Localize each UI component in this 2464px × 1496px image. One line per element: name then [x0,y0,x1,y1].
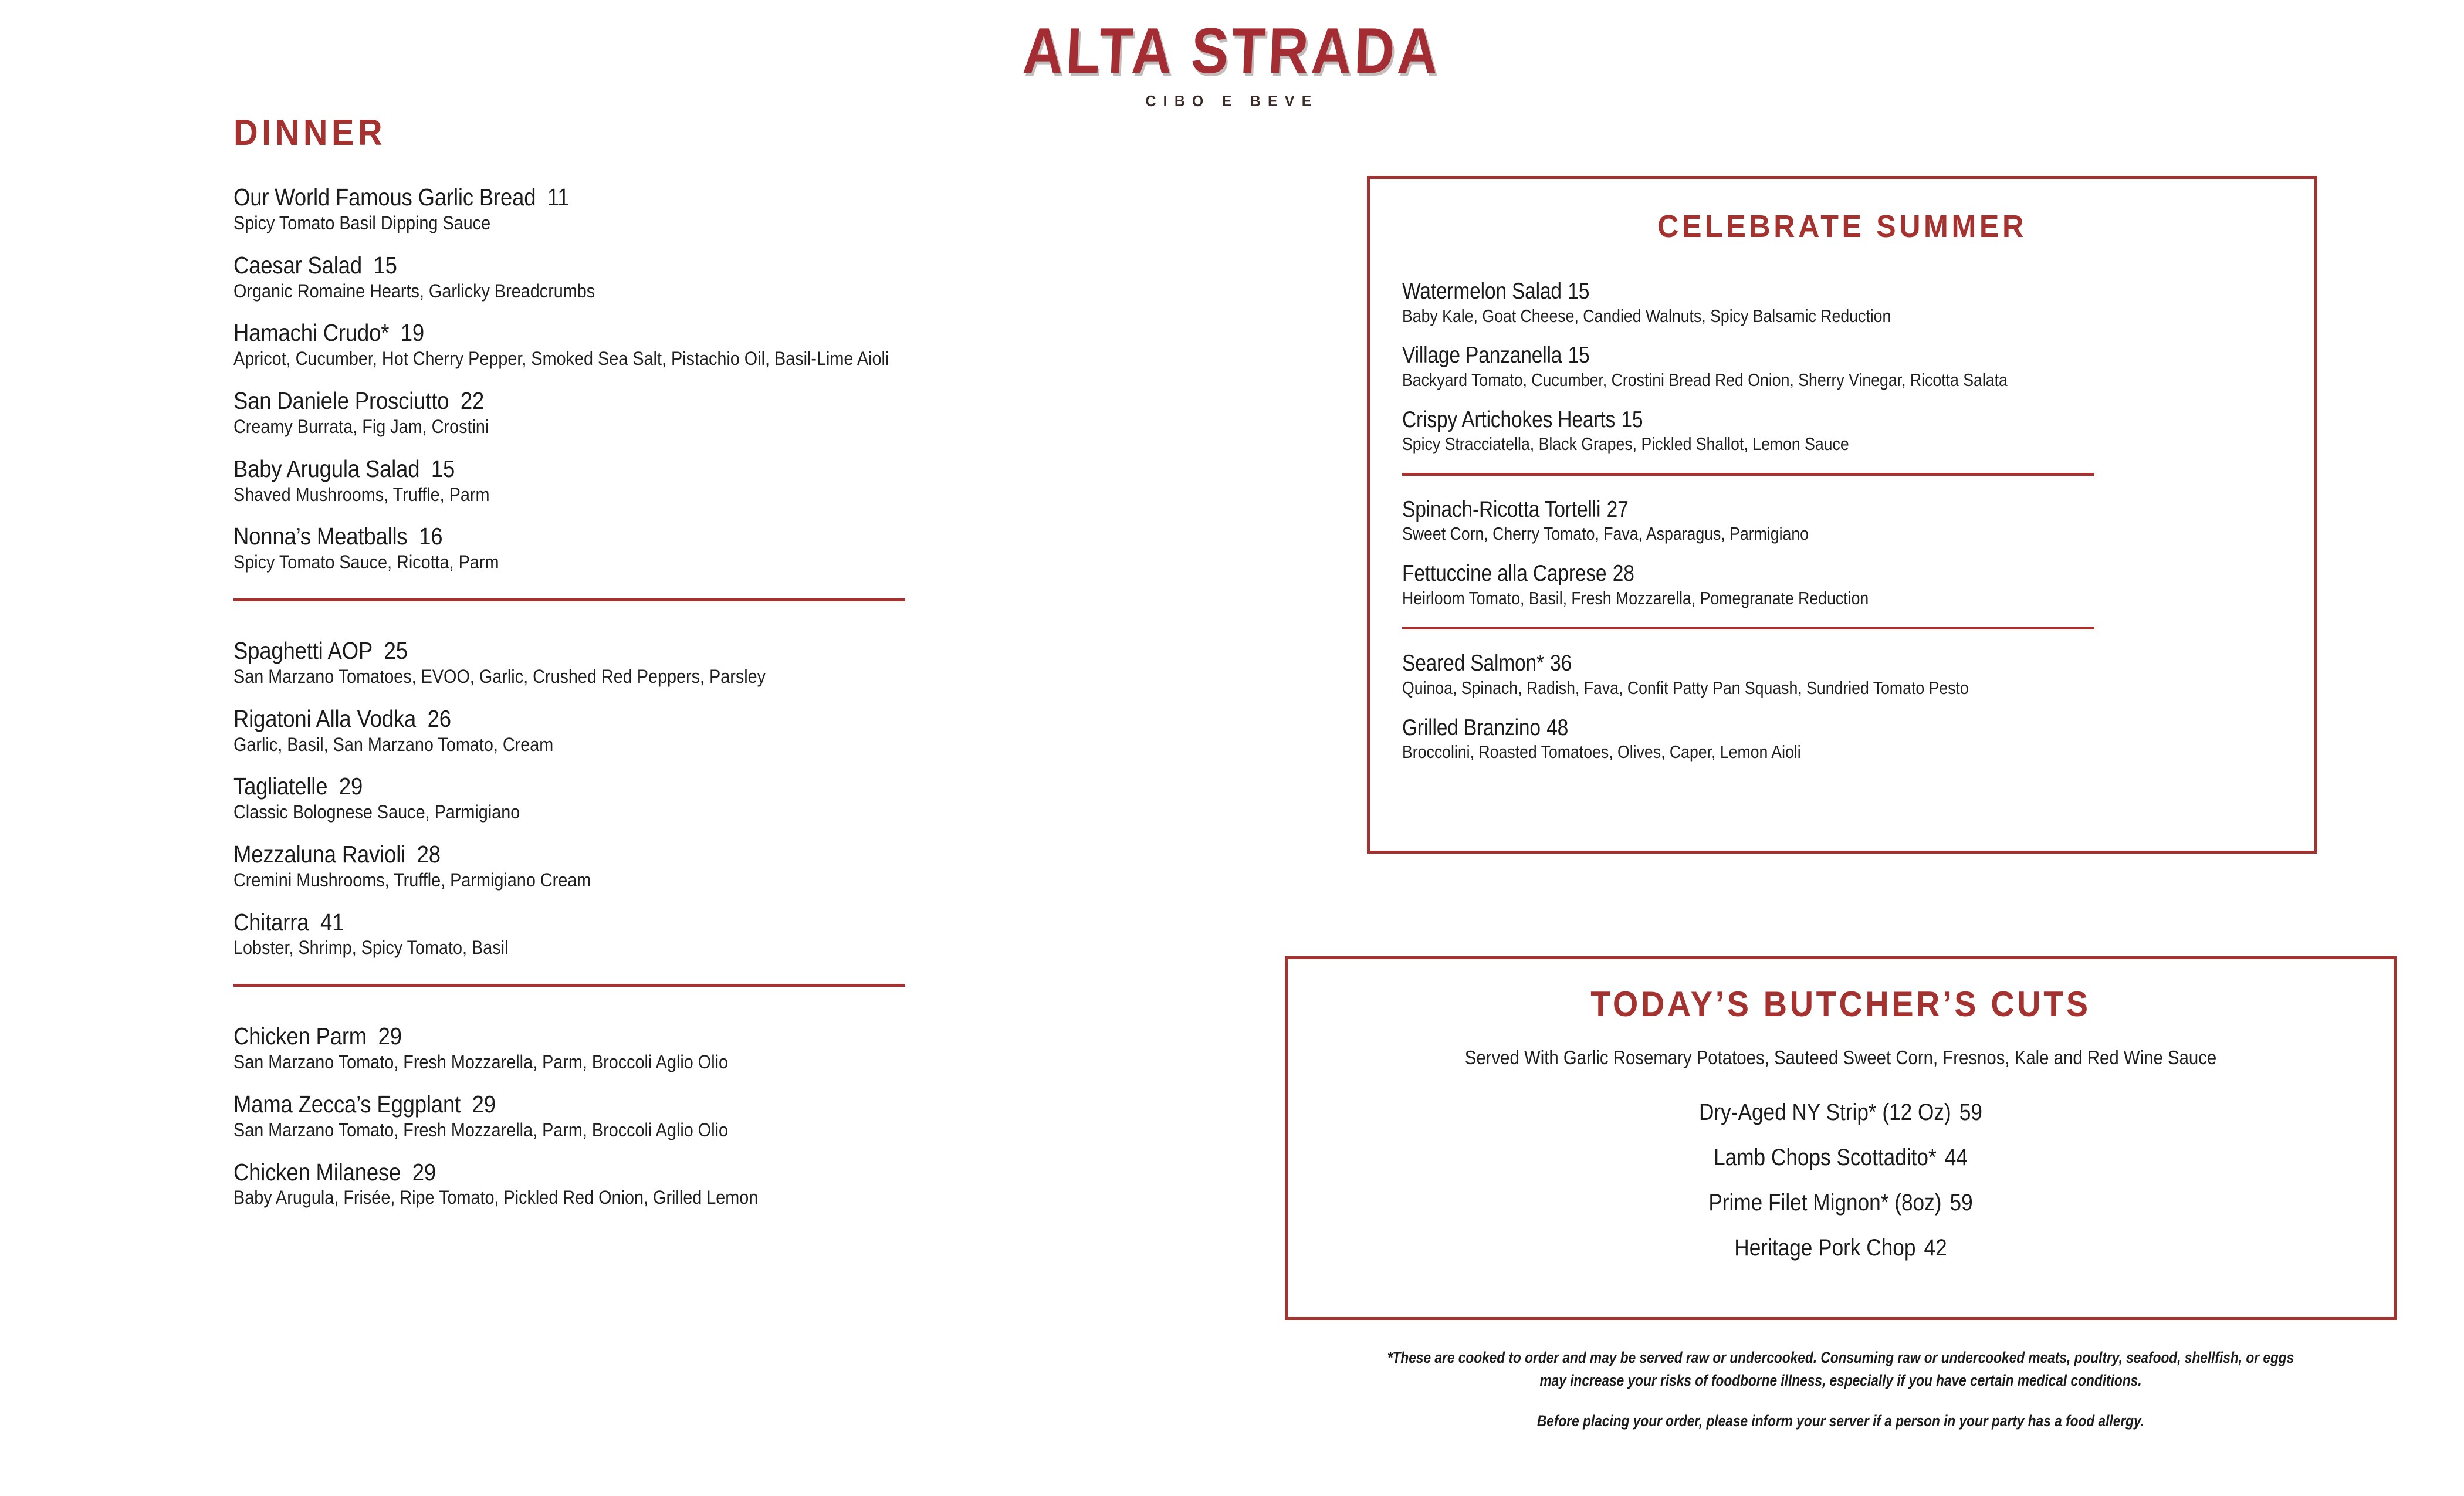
menu-item-description: San Marzano Tomato, Fresh Mozzarella, Parm, Broccoli Aglio Olio [233,1051,729,1073]
menu-item-title [233,252,839,279]
celebrate-summer-panel [1367,176,2317,854]
menu-item-name: Seared Salmon* [1402,651,1544,676]
menu-item-description: Broccolini, Roasted Tomatoes, Olives, Caper, Lemon Aioli [1402,742,1801,763]
menu-item-title [233,1023,839,1050]
menu-item-title [1402,343,2182,368]
menu-item [1402,343,2309,391]
celebrate-summer-heading: CELEBRATE SUMMER [1657,209,2027,244]
menu-item-title [233,841,839,868]
menu-item-description: Baby Kale, Goat Cheese, Candied Walnuts, Spicy Balsamic Reduction [1402,305,1891,326]
menu-item-name: Our World Famous Garlic Bread [233,184,536,211]
celebrate-summer-item-groups [1370,279,2314,763]
allergy-notice: Before placing your order, please inform your server if a person in your party has a food allergy. [1536,1412,2145,1430]
butcher-cut-name: Heritage Pork Chop [1734,1235,1916,1261]
menu-item-title [1402,651,2182,676]
menu-item-price: 28 [1612,561,1634,586]
menu-item [1402,497,2309,545]
menu-item-description: Baby Arugula, Frisée, Ripe Tomato, Pickled Red Onion, Grilled Lemon [233,1187,759,1209]
menu-item-price: 27 [1606,496,1629,522]
menu-item-price: 15 [1621,407,1643,432]
menu-item-title [1402,279,2182,304]
butcher-cut-price: 59 [1949,1190,1973,1216]
menu-item-price: 11 [547,184,570,211]
butcher-cut-price: 44 [1944,1145,1968,1170]
butcher-cut-price: 59 [1959,1099,1982,1125]
menu-item-description: Heirloom Tomato, Basil, Fresh Mozzarella, Pomegranate Reduction [1402,587,1869,608]
menu-item-description: Shaved Mushrooms, Truffle, Parm [233,483,490,505]
menu-item-title [233,388,839,415]
menu-item-name: Rigatoni Alla Vodka [233,705,417,732]
butcher-cut-price: 42 [1924,1235,1947,1261]
menu-item-title [1402,407,2182,433]
menu-item [1402,407,2309,455]
menu-item-name: Baby Arugula Salad [233,455,420,482]
menu-item-title [233,1159,839,1186]
butcher-cut-row [1354,1145,2327,1170]
raw-food-disclaimer: *These are cooked to order and may be served raw or undercooked. Consuming raw or undercooked meats, poultry, seafood, shellfish, or eggs may increase your risks of foodborne illness, especially if you have certain medical conditions. [1387,1349,2294,1390]
menu-item-name: Spinach-Ricotta Tortelli [1402,496,1601,522]
menu-item-description: San Marzano Tomatoes, EVOO, Garlic, Crushed Red Peppers, Parsley [233,665,766,687]
menu-item [233,841,914,892]
menu-item-title [1402,497,2182,523]
menu-item-description: Spicy Tomato Sauce, Ricotta, Parm [233,551,499,573]
menu-item [233,909,914,960]
menu-item [233,773,914,824]
menu-item-name: Mama Zecca’s Eggplant [233,1090,461,1118]
menu-item [1402,651,2309,699]
menu-item-title [1402,561,2182,587]
menu-item-description: Backyard Tomato, Cucumber, Crostini Bread Red Onion, Sherry Vinegar, Ricotta Salata [1402,369,2008,390]
menu-item-title [233,638,839,665]
section-divider [1402,473,2094,476]
menu-item-price: 29 [378,1023,402,1050]
section-divider [1402,627,2094,629]
menu-item-name: Chicken Milanese [233,1158,401,1186]
menu-item-price: 19 [400,319,425,347]
menu-item-title [233,1091,839,1118]
menu-item-name: Chicken Parm [233,1023,367,1050]
menu-item [233,1023,914,1074]
menu-item-description: Cremini Mushrooms, Truffle, Parmigiano Cream [233,869,591,891]
menu-item-name: Caesar Salad [233,251,362,279]
menu-item-price: 48 [1546,715,1569,740]
menu-item-description: Creamy Burrata, Fig Jam, Crostini [233,415,489,437]
restaurant-logo [0,16,2464,110]
butchers-cuts-panel [1285,956,2397,1320]
menu-item-name: San Daniele Prosciutto [233,387,449,414]
menu-item-title [233,773,839,800]
menu-item [233,456,914,506]
menu-item-description: Garlic, Basil, San Marzano Tomato, Cream [233,733,554,755]
menu-item [233,252,914,303]
menu-item-price: 15 [1568,343,1590,368]
menu-item [1402,279,2309,327]
menu-item [233,388,914,438]
menu-item [233,638,914,688]
menu-item-name: Fettuccine alla Caprese [1402,561,1607,586]
menu-item-name: Watermelon Salad [1402,279,1562,304]
menu-item-title [233,456,839,483]
menu-item-name: Hamachi Crudo* [233,319,390,347]
menu-item-title [233,706,839,733]
menu-item [1402,715,2309,763]
menu-item-name: Spaghetti AOP [233,637,373,664]
menu-item-price: 16 [419,523,443,550]
menu-item [233,523,914,574]
menu-item-price: 22 [460,387,485,414]
menu-item-title [233,184,839,211]
menu-item-name: Chitarra [233,908,309,936]
dinner-item-groups [233,184,914,1209]
menu-item-name: Crispy Artichokes Hearts [1402,407,1616,432]
menu-item [233,706,914,756]
menu-item-price: 36 [1550,651,1572,676]
menu-item-description: Classic Bolognese Sauce, Parmigiano [233,801,520,823]
menu-item-description: Quinoa, Spinach, Radish, Fava, Confit Patty Pan Squash, Sundried Tomato Pesto [1402,677,1969,698]
menu-item-description: San Marzano Tomato, Fresh Mozzarella, Parm, Broccoli Aglio Olio [233,1119,729,1140]
butcher-cut-row [1354,1190,2327,1216]
menu-item-price: 29 [412,1158,436,1186]
menu-item-title [233,320,839,347]
menu-item [233,320,914,370]
butcher-cut-name: Dry-Aged NY Strip* (12 Oz) [1699,1099,1951,1125]
menu-item-price: 29 [339,773,363,800]
menu-item-name: Village Panzanella [1402,343,1562,368]
menu-item-description: Spicy Tomato Basil Dipping Sauce [233,212,491,233]
menu-item-description: Spicy Stracciatella, Black Grapes, Pickled Shallot, Lemon Sauce [1402,434,1849,455]
butchers-cuts-subtitle: Served With Garlic Rosemary Potatoes, Sauteed Sweet Corn, Fresnos, Kale and Red Wine Sauce [1464,1047,2217,1068]
logo-tagline: CIBO E BEVE [1145,92,1319,110]
menu-item [1402,561,2309,609]
menu-item-price: 25 [384,637,408,664]
dinner-section [233,115,914,1227]
butchers-cuts-list [1288,1099,2394,1261]
menu-item-price: 28 [417,840,441,868]
menu-item-price: 26 [427,705,451,732]
menu-item-description: Apricot, Cucumber, Hot Cherry Pepper, Smoked Sea Salt, Pistachio Oil, Basil-Lime Aioli [233,348,889,370]
menu-item-name: Tagliatelle [233,773,328,800]
menu-item [233,184,914,235]
menu-item-description: Organic Romaine Hearts, Garlicky Breadcrumbs [233,280,595,302]
menu-item-name: Grilled Branzino [1402,715,1541,740]
butchers-cuts-heading: TODAY’S BUTCHER’S CUTS [1590,984,2091,1024]
menu-item-price: 15 [431,455,455,482]
menu-item-price: 15 [373,251,397,279]
section-divider [233,984,905,987]
menu-item-price: 41 [320,908,344,936]
butcher-cut-row [1354,1099,2327,1125]
menu-item [233,1091,914,1142]
footer-notes [1285,1346,2397,1430]
dinner-heading: DINNER [233,113,387,153]
butcher-cut-row [1354,1235,2327,1261]
menu-item-price: 29 [472,1090,496,1118]
menu-item-title [233,523,839,550]
menu-item-title [1402,715,2182,741]
menu-item-description: Sweet Corn, Cherry Tomato, Fava, Asparagus, Parmigiano [1402,523,1809,544]
menu-item-name: Nonna’s Meatballs [233,523,408,550]
menu-item [233,1159,914,1210]
section-divider [233,598,905,601]
menu-item-title [233,909,839,936]
butcher-cut-name: Lamb Chops Scottadito* [1714,1145,1937,1170]
butcher-cut-name: Prime Filet Mignon* (8oz) [1708,1190,1942,1216]
logo-wordmark: ALTA STRADA [1021,15,1443,87]
menu-item-description: Lobster, Shrimp, Spicy Tomato, Basil [233,937,509,959]
menu-item-name: Mezzaluna Ravioli [233,840,406,868]
menu-item-price: 15 [1568,279,1590,304]
